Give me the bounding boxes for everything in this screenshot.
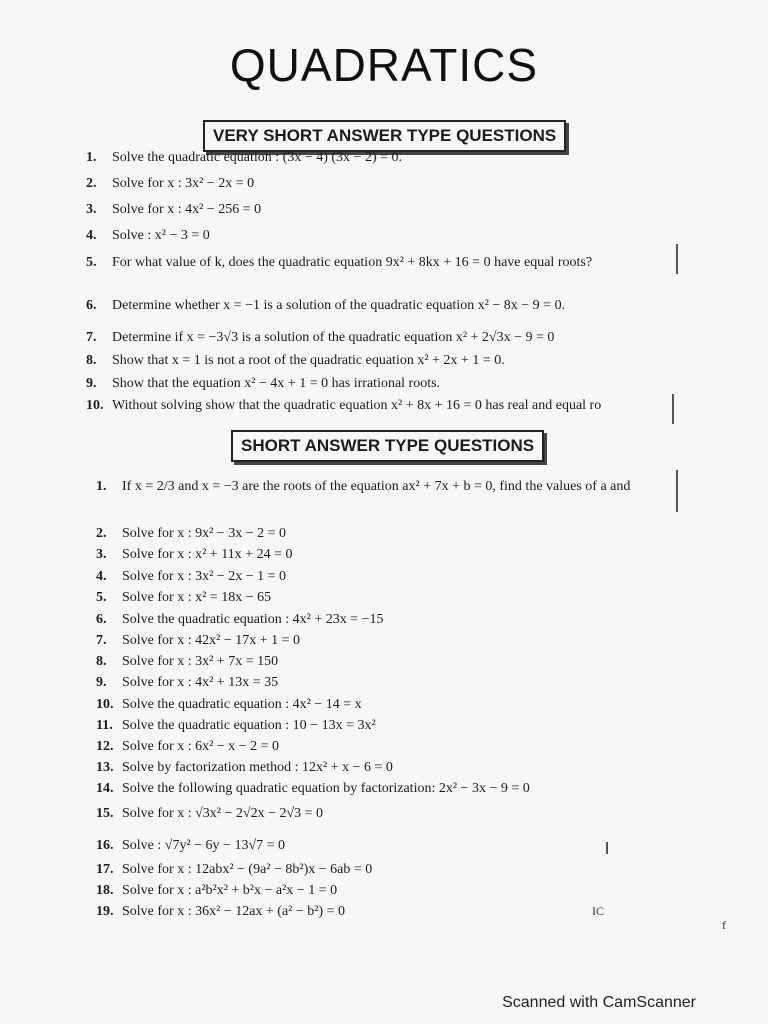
list-item: 13. Solve by factorization method : 12x² + x − 6 = 0	[96, 760, 393, 775]
list-item: 8. Show that x = 1 is not a root of the quadratic equation x² + 2x + 1 = 0.	[86, 353, 505, 368]
section-heading-short: SHORT ANSWER TYPE QUESTIONS	[231, 430, 544, 462]
scan-edge-mark	[672, 394, 674, 424]
list-item: 10. Without solving show that the quadratic equation x² + 8x + 16 = 0 has real and equal ro	[86, 398, 602, 413]
list-item: 15. Solve for x : √3x² − 2√2x − 2√3 = 0	[96, 806, 324, 821]
list-item: 2. Solve for x : 9x² − 3x − 2 = 0	[96, 526, 286, 541]
list-item: 12. Solve for x : 6x² − x − 2 = 0	[96, 739, 279, 754]
list-item: 9. Solve for x : 4x² + 13x = 35	[96, 675, 279, 690]
list-item: 4. Solve for x : 3x² − 2x − 1 = 0	[96, 569, 286, 584]
list-item: 6. Solve the quadratic equation : 4x² + 23x = −15	[96, 612, 384, 627]
scanner-watermark: Scanned with CamScanner	[502, 994, 696, 1011]
list-item: 5. For what value of k, does the quadratic equation 9x² + 8kx + 16 = 0 have equal roots?	[86, 255, 593, 270]
list-item: 10. Solve the quadratic equation : 4x² − 14 = x	[96, 697, 362, 712]
stray-mark: IC	[592, 904, 604, 918]
list-item: 4. Solve : x² − 3 = 0	[86, 228, 210, 243]
list-item: 7. Determine if x = −3√3 is a solution of the quadratic equation x² + 2√3x − 9 = 0	[86, 330, 555, 345]
list-item: 19. Solve for x : 36x² − 12ax + (a² − b²) = 0	[96, 904, 346, 919]
scan-edge-mark	[676, 470, 678, 512]
list-item: 17. Solve for x : 12abx² − (9a² − 8b²)x − 6ab = 0	[96, 862, 373, 877]
list-item: 1. Solve the quadratic equation : (3x − 4) (3x − 2) = 0.	[86, 150, 403, 165]
section-heading-very-short: VERY SHORT ANSWER TYPE QUESTIONS	[203, 120, 566, 152]
list-item: 18. Solve for x : a²b²x² + b²x − a²x − 1 = 0	[96, 883, 338, 898]
list-item: 3. Solve for x : x² + 11x + 24 = 0	[96, 547, 293, 562]
scan-edge-mark	[676, 244, 678, 274]
list-item: 5. Solve for x : x² = 18x − 65	[96, 590, 272, 605]
list-item: 1. If x = 2/3 and x = −3 are the roots of the equation ax² + 7x + b = 0, find the values of a and	[96, 479, 631, 494]
list-item: 9. Show that the equation x² − 4x + 1 = 0 has irrational roots.	[86, 376, 441, 391]
page-title: QUADRATICS	[229, 39, 539, 91]
list-item: 11. Solve the quadratic equation : 10 − 13x = 3x²	[96, 718, 376, 733]
scan-edge-mark	[606, 842, 608, 854]
list-item: 3. Solve for x : 4x² − 256 = 0	[86, 202, 262, 217]
list-item: 2. Solve for x : 3x² − 2x = 0	[86, 176, 255, 191]
list-item: 16. Solve : √7y² − 6y − 13√7 = 0	[96, 838, 286, 853]
list-item: 14. Solve the following quadratic equation by factorization: 2x² − 3x − 9 = 0	[96, 781, 530, 796]
list-item: 8. Solve for x : 3x² + 7x = 150	[96, 654, 279, 669]
list-item: 7. Solve for x : 42x² − 17x + 1 = 0	[96, 633, 300, 648]
stray-mark: f	[722, 918, 726, 932]
list-item: 6. Determine whether x = −1 is a solution of the quadratic equation x² − 8x − 9 = 0.	[86, 298, 566, 313]
